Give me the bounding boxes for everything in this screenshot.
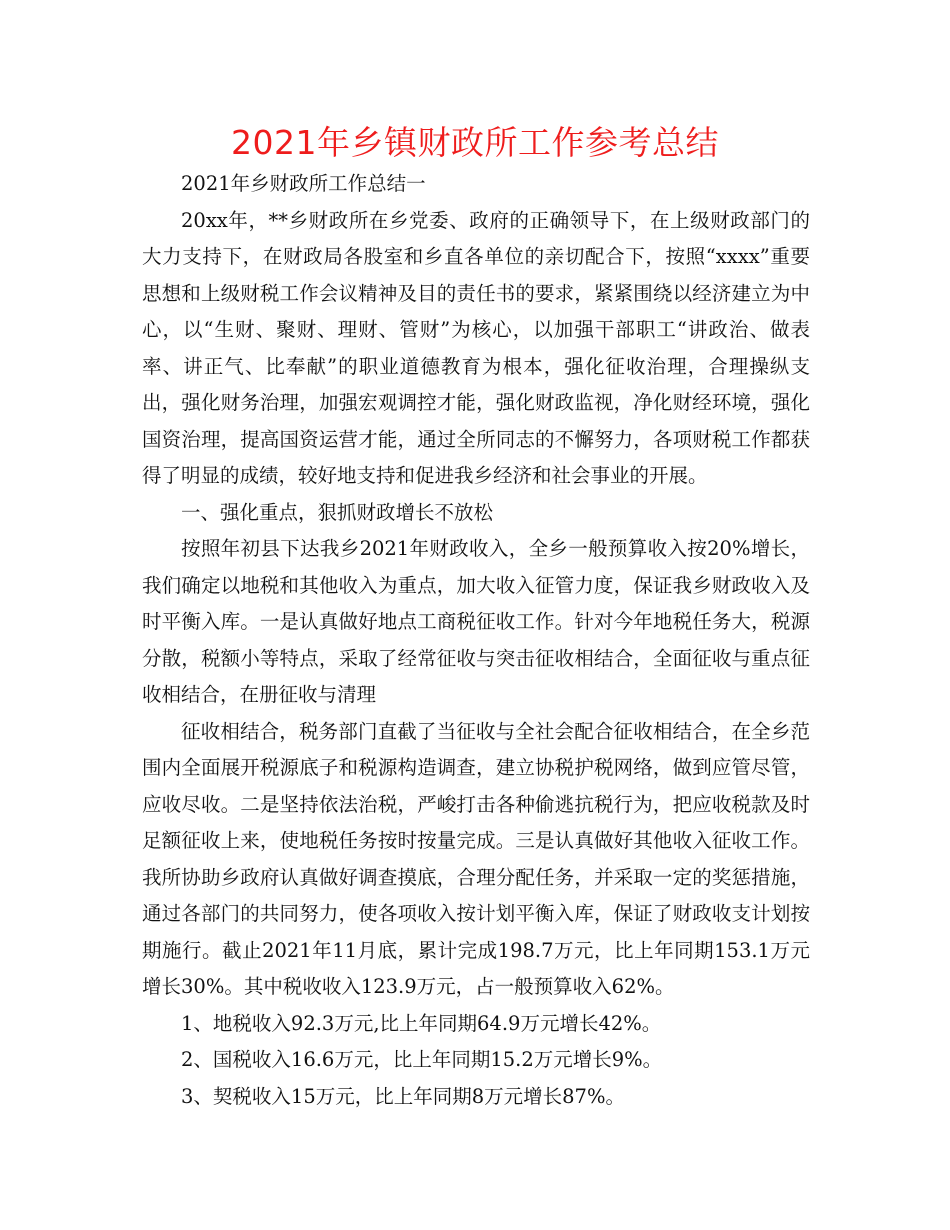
document-body (142, 166, 810, 1115)
section-heading: 2021年乡财政所工作总结一 (181, 172, 426, 195)
section-heading: 一、强化重点，狠抓财政增长不放松 (181, 500, 494, 524)
document-title: 2021年乡镇财政所工作参考总结 (231, 123, 719, 162)
list-item: 2、国税收入16.6万元，比上年同期15.2万元增长9%。 (181, 1048, 663, 1071)
list-item: 3、契税收入15万元，比上年同期8万元增长87%。 (181, 1084, 625, 1108)
paragraph-revenue-plan: 按照年初县下达我乡2021年财政收入，全乡一般预算收入按20%增长，我们确定以地税和其他收入为重点，加大收入征管力度，保证我乡财政收入及时平衡入库。一是认真做好地点工商税征收工作。针对今年地税任务大，税源分散，税额小等特点，采取了经常征收与突击征收相结合，全面征收与重点征收相结合，在册征收与清理 (142, 537, 810, 706)
paragraph-revenue-collection: 征收相结合，税务部门直截了当征收与全社会配合征收相结合，在全乡范围内全面展开税源底子和税源构造调查，建立协税护税网络，做到应管尽管，应收尽收。二是坚持依法治税，严峻打击各种偷逃抗税行为，把应收税款及时足额征收上来，使地税任务按时按量完成。三是认真做好其他收入征收工作。我所协助乡政府认真做好调查摸底，合理分配任务，并采取一定的奖惩措施，通过各部门的共同努力，使各项收入按计划平衡入库，保证了财政收支计划按期施行。截止2021年11月底，累计完成198.7万元，比上年同期153.1万元增长30%。其中税收收入123.9万元，占一般预算收入62%。 (142, 719, 810, 998)
list-item: 1、地税收入92.3万元,比上年同期64.9万元增长42%。 (181, 1011, 662, 1035)
paragraph-intro: 20xx年，**乡财政所在乡党委、政府的正确领导下，在上级财政部门的大力支持下，在财政局各股室和乡直各单位的亲切配合下，按照“xxxx”重要思想和上级财税工作会议精神及目的责任书的要求，紧紧围绕以经济建立为中心，以“生财、聚财、理财、管财”为核心，以加强干部职工“讲政治、做表率、讲正气、比奉献”的职业道德教育为根本，强化征收治理，合理操纵支出，强化财务治理，加强宏观调控才能，强化财政监视，净化财经环境，强化国资治理，提高国资运营才能，通过全所同志的不懈努力，各项财税工作都获得了明显的成绩，较好地支持和促进我乡经济和社会事业的开展。 (142, 208, 810, 487)
